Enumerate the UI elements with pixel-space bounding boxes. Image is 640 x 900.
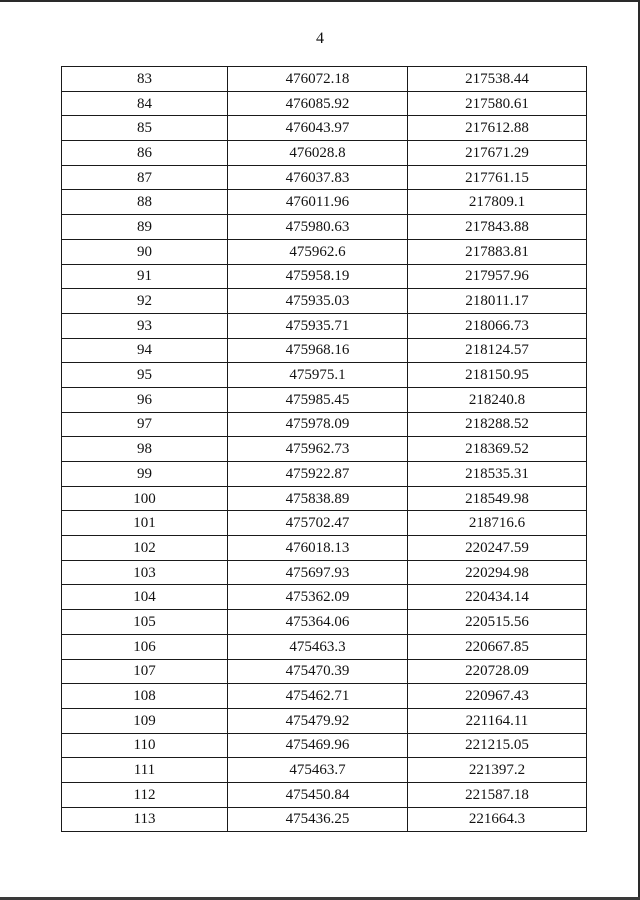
point-number-cell: 110	[62, 733, 228, 758]
y-coordinate-cell: 220434.14	[408, 585, 587, 610]
table-row	[62, 536, 587, 561]
point-number-cell: 97	[62, 412, 228, 437]
x-coordinate-cell: 476043.97	[228, 116, 408, 141]
coordinates-table-body	[62, 67, 587, 832]
x-coordinate-cell: 475980.63	[228, 215, 408, 240]
table-row	[62, 585, 587, 610]
point-number-cell: 95	[62, 363, 228, 388]
y-coordinate-cell: 217580.61	[408, 91, 587, 116]
x-coordinate-cell: 475958.19	[228, 264, 408, 289]
y-coordinate-cell: 218369.52	[408, 437, 587, 462]
x-coordinate-cell: 475697.93	[228, 560, 408, 585]
table-row	[62, 511, 587, 536]
table-row	[62, 807, 587, 832]
x-coordinate-cell: 476018.13	[228, 536, 408, 561]
x-coordinate-cell: 475470.39	[228, 659, 408, 684]
point-number-cell: 88	[62, 190, 228, 215]
table-row	[62, 116, 587, 141]
point-number-cell: 87	[62, 165, 228, 190]
table-row	[62, 363, 587, 388]
point-number-cell: 91	[62, 264, 228, 289]
point-number-cell: 90	[62, 239, 228, 264]
point-number-cell: 100	[62, 486, 228, 511]
x-coordinate-cell: 475968.16	[228, 338, 408, 363]
y-coordinate-cell: 220515.56	[408, 610, 587, 635]
x-coordinate-cell: 475463.3	[228, 634, 408, 659]
point-number-cell: 83	[62, 67, 228, 92]
table-row	[62, 634, 587, 659]
point-number-cell: 89	[62, 215, 228, 240]
x-coordinate-cell: 475469.96	[228, 733, 408, 758]
table-row	[62, 289, 587, 314]
table-row	[62, 91, 587, 116]
table-row	[62, 758, 587, 783]
x-coordinate-cell: 475436.25	[228, 807, 408, 832]
x-coordinate-cell: 476085.92	[228, 91, 408, 116]
point-number-cell: 112	[62, 782, 228, 807]
table-row	[62, 560, 587, 585]
table-row	[62, 338, 587, 363]
table-row	[62, 190, 587, 215]
y-coordinate-cell: 217761.15	[408, 165, 587, 190]
y-coordinate-cell: 220247.59	[408, 536, 587, 561]
table-row	[62, 733, 587, 758]
y-coordinate-cell: 218535.31	[408, 462, 587, 487]
point-number-cell: 96	[62, 387, 228, 412]
x-coordinate-cell: 475362.09	[228, 585, 408, 610]
x-coordinate-cell: 475975.1	[228, 363, 408, 388]
scan-border-top	[0, 0, 640, 2]
x-coordinate-cell: 475935.03	[228, 289, 408, 314]
x-coordinate-cell: 475978.09	[228, 412, 408, 437]
x-coordinate-cell: 475364.06	[228, 610, 408, 635]
y-coordinate-cell: 217671.29	[408, 141, 587, 166]
point-number-cell: 98	[62, 437, 228, 462]
table-row	[62, 659, 587, 684]
point-number-cell: 104	[62, 585, 228, 610]
table-row	[62, 684, 587, 709]
point-number-cell: 111	[62, 758, 228, 783]
x-coordinate-cell: 475838.89	[228, 486, 408, 511]
y-coordinate-cell: 218011.17	[408, 289, 587, 314]
x-coordinate-cell: 476072.18	[228, 67, 408, 92]
point-number-cell: 99	[62, 462, 228, 487]
point-number-cell: 108	[62, 684, 228, 709]
y-coordinate-cell: 217957.96	[408, 264, 587, 289]
table-row	[62, 67, 587, 92]
page-number: 4	[316, 30, 324, 47]
x-coordinate-cell: 475462.71	[228, 684, 408, 709]
y-coordinate-cell: 217883.81	[408, 239, 587, 264]
x-coordinate-cell: 475922.87	[228, 462, 408, 487]
table-row	[62, 239, 587, 264]
x-coordinate-cell: 476011.96	[228, 190, 408, 215]
point-number-cell: 105	[62, 610, 228, 635]
y-coordinate-cell: 217612.88	[408, 116, 587, 141]
table-row	[62, 313, 587, 338]
x-coordinate-cell: 475962.73	[228, 437, 408, 462]
y-coordinate-cell: 220728.09	[408, 659, 587, 684]
table-row	[62, 412, 587, 437]
table-row	[62, 610, 587, 635]
point-number-cell: 101	[62, 511, 228, 536]
y-coordinate-cell: 220667.85	[408, 634, 587, 659]
point-number-cell: 102	[62, 536, 228, 561]
x-coordinate-cell: 475962.6	[228, 239, 408, 264]
y-coordinate-cell: 218150.95	[408, 363, 587, 388]
y-coordinate-cell: 217538.44	[408, 67, 587, 92]
x-coordinate-cell: 476028.8	[228, 141, 408, 166]
coordinates-table	[61, 66, 587, 832]
y-coordinate-cell: 218240.8	[408, 387, 587, 412]
y-coordinate-cell: 221164.11	[408, 708, 587, 733]
x-coordinate-cell: 475702.47	[228, 511, 408, 536]
x-coordinate-cell: 475985.45	[228, 387, 408, 412]
point-number-cell: 84	[62, 91, 228, 116]
point-number-cell: 86	[62, 141, 228, 166]
point-number-cell: 106	[62, 634, 228, 659]
x-coordinate-cell: 475463.7	[228, 758, 408, 783]
y-coordinate-cell: 217809.1	[408, 190, 587, 215]
table-row	[62, 708, 587, 733]
x-coordinate-cell: 476037.83	[228, 165, 408, 190]
point-number-cell: 94	[62, 338, 228, 363]
table-row	[62, 165, 587, 190]
y-coordinate-cell: 221664.3	[408, 807, 587, 832]
table-row	[62, 486, 587, 511]
y-coordinate-cell: 218066.73	[408, 313, 587, 338]
x-coordinate-cell: 475450.84	[228, 782, 408, 807]
y-coordinate-cell: 218549.98	[408, 486, 587, 511]
y-coordinate-cell: 220967.43	[408, 684, 587, 709]
point-number-cell: 92	[62, 289, 228, 314]
point-number-cell: 113	[62, 807, 228, 832]
table-row	[62, 141, 587, 166]
point-number-cell: 109	[62, 708, 228, 733]
y-coordinate-cell: 218124.57	[408, 338, 587, 363]
y-coordinate-cell: 221215.05	[408, 733, 587, 758]
point-number-cell: 85	[62, 116, 228, 141]
y-coordinate-cell: 220294.98	[408, 560, 587, 585]
table-row	[62, 462, 587, 487]
point-number-cell: 107	[62, 659, 228, 684]
y-coordinate-cell: 218716.6	[408, 511, 587, 536]
table-row	[62, 215, 587, 240]
x-coordinate-cell: 475935.71	[228, 313, 408, 338]
y-coordinate-cell: 218288.52	[408, 412, 587, 437]
table-row	[62, 437, 587, 462]
y-coordinate-cell: 217843.88	[408, 215, 587, 240]
y-coordinate-cell: 221397.2	[408, 758, 587, 783]
table-row	[62, 782, 587, 807]
table-row	[62, 387, 587, 412]
y-coordinate-cell: 221587.18	[408, 782, 587, 807]
point-number-cell: 93	[62, 313, 228, 338]
point-number-cell: 103	[62, 560, 228, 585]
table-row	[62, 264, 587, 289]
x-coordinate-cell: 475479.92	[228, 708, 408, 733]
